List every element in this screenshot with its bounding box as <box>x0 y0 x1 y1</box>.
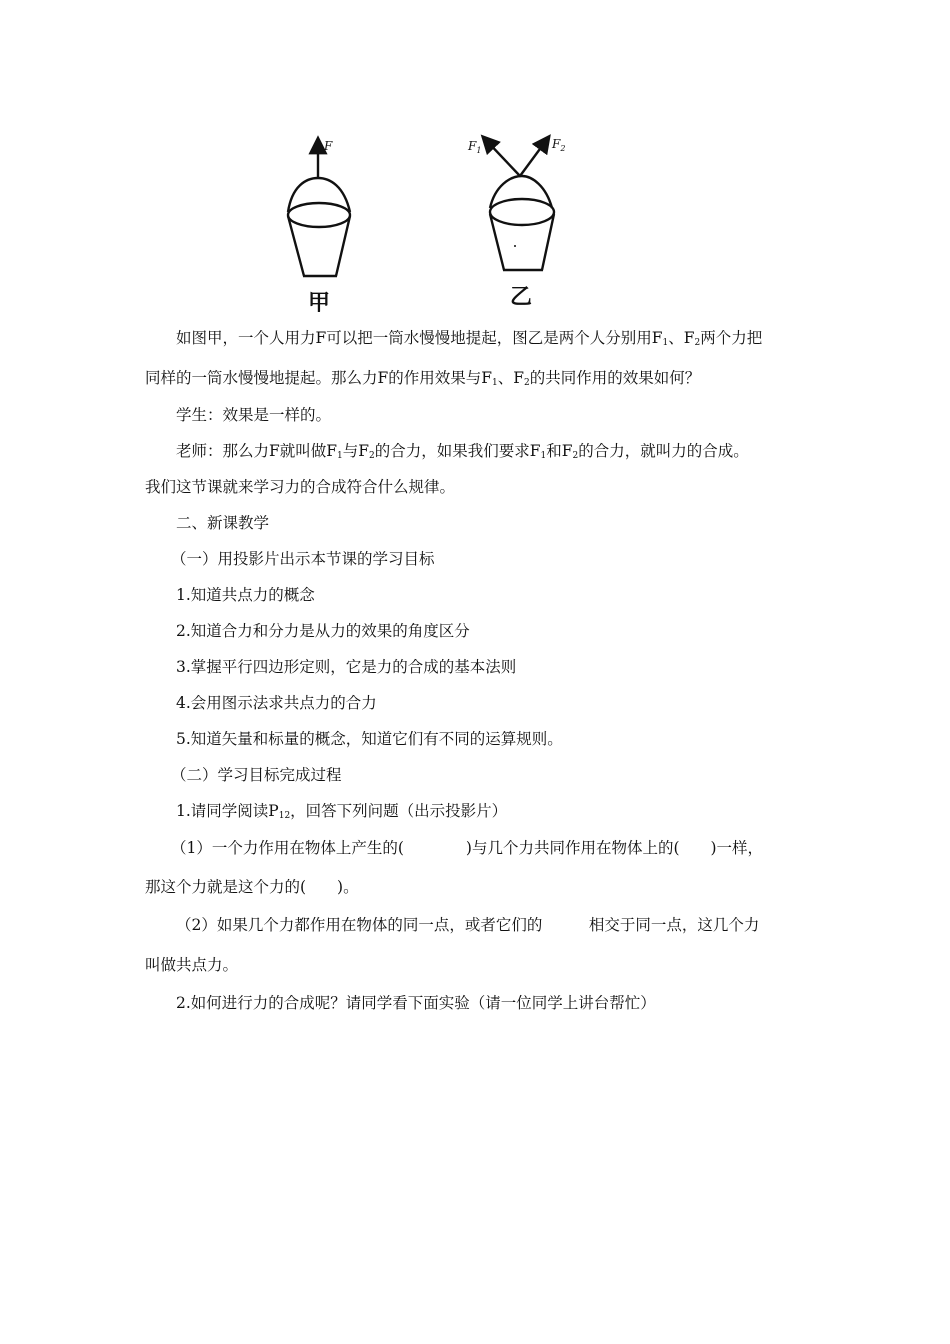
force-f2-label: $F_2$ <box>552 137 566 153</box>
bucket-yi-rim <box>490 199 554 225</box>
goal-item: 5.知道矢量和标量的概念，知道它们有不同的运算规则。 <box>176 730 563 748</box>
force-f1-arrow <box>484 138 520 176</box>
question-1-1-cont: 那这个力就是这个力的( )。 <box>145 878 359 896</box>
goal-item: 1.知道共点力的概念 <box>176 586 315 604</box>
bucket-yi <box>484 138 554 270</box>
question-1-1: （1）一个力作用在物体上产生的( )与几个力共同作用在物体上的( )一样， <box>171 839 764 857</box>
bucket-diagram <box>270 128 590 312</box>
question-1-2-cont: 叫做共点力。 <box>145 956 239 974</box>
question-1: 1.请同学阅读$P_{12}$，回答下列问题（出示投影片） <box>176 802 508 821</box>
teacher-line-cont: 我们这节课就来学习力的合成符合什么规律。 <box>145 478 456 496</box>
label-jia: 甲 <box>308 291 331 312</box>
force-f-label: F <box>324 139 333 153</box>
question-2: 2.如何进行力的合成呢？请同学看下面实验（请一位同学上讲台帮忙） <box>176 994 656 1012</box>
bucket-jia-body <box>288 216 350 276</box>
force-f2-arrow <box>520 138 548 176</box>
section-heading: 二、新课教学 <box>176 514 270 532</box>
student-answer: 学生：效果是一样的。 <box>176 406 332 424</box>
bucket-jia-rim <box>288 203 350 227</box>
para1: 如图甲，一个人用力F可以把一筒水慢慢地提起，图乙是两个人分别用$F_1$、$F_2$两个力把 <box>176 329 763 348</box>
bucket-figure <box>270 128 590 312</box>
goal-item: 4.会用图示法求共点力的合力 <box>176 694 377 712</box>
question-1-2: （2）如果几个力都作用在物体的同一点，或者它们的 相交于同一点，这几个力 <box>176 916 760 934</box>
bucket-jia <box>288 140 350 276</box>
teacher-line: 老师：那么力F就叫做$F_1$与$F_2$的合力，如果我们要求$F_1$和$F_2$的合力，就叫力的合成。 <box>176 442 749 461</box>
goal-item: 2.知道合力和分力是从力的效果的角度区分 <box>176 622 470 640</box>
subsection-goals: （一）用投影片出示本节课的学习目标 <box>171 550 435 568</box>
subsection-process: （二）学习目标完成过程 <box>171 766 342 784</box>
para2: 同样的一筒水慢慢地提起。那么力F的作用效果与$F_1$、$F_2$的共同作用的效果如何？ <box>145 369 701 388</box>
goal-item: 3.掌握平行四边形定则，它是力的合成的基本法则 <box>176 658 517 676</box>
force-f1-label: $F_1$ <box>468 139 482 155</box>
label-yi: 乙 <box>510 285 533 310</box>
